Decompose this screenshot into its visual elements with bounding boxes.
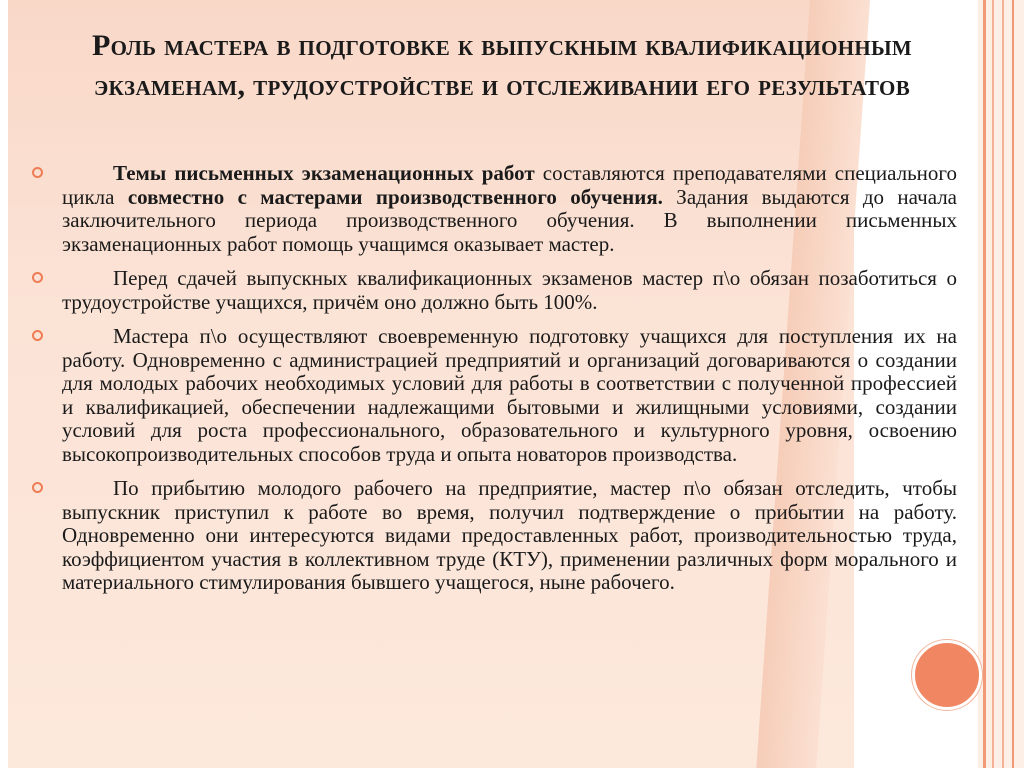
item-text: составляются преподавателями специального цикла (62, 161, 958, 209)
item-text: По прибытию молодого рабочего на предприятие, мастер п\о обязан отследить, чтобы выпускник приступил к работе во время, получил подтверждение о прибытии на работу. Одновременно они интересуются видами предоставленных работ, производительностью труда, коэффициентом участия в коллективном труде (КТУ), применении различных форм морального и материального стимулирования бывшего учащегося, ныне рабочего. (62, 476, 957, 594)
list-item (62, 162, 957, 256)
item-text: Перед сдачей выпускных квалификационных экзаменов мастер п\о обязан позаботиться о трудоустройстве учащихся, причём оно должно быть 100%. (62, 266, 957, 314)
list-item (62, 325, 957, 466)
list-item (62, 477, 957, 595)
stripe (983, 0, 986, 768)
decorative-stripes (978, 0, 1024, 768)
bullet-icon (32, 330, 43, 341)
bullet-icon (32, 272, 43, 283)
item-text: Мастера п\о осуществляют своевременную подготовку учащихся для поступления их на работу. Одновременно с администрацией предприятий и организаций договариваются о создании для молодых рабочих необходимых условий для работы в соответствии с полученной профессией и квалификацией, обеспечении надлежащими бытовыми и жилищными условиями, создании условий для роста профессионального, образовательного и культурного уровня, освоению высокопроизводительных способов труда и опыта новаторов производства. (62, 324, 957, 466)
stripe (1012, 0, 1014, 768)
bullet-icon (32, 167, 43, 178)
slide-title: Роль мастера в подготовке к выпускным квалификационным экзаменам, трудоустройстве и отслеживании его результатов (91, 29, 913, 102)
stripe (992, 0, 994, 768)
bullet-list (62, 162, 957, 606)
bullet-icon (32, 482, 43, 493)
list-item (62, 267, 957, 314)
item-bold-text: совместно с мастерами производственного обучения. (127, 184, 663, 209)
decorative-circle (912, 640, 982, 710)
item-bold-text: Темы письменных экзаменационных работ (113, 161, 535, 185)
stripe (1002, 0, 1004, 768)
item-text: Задания выдаются до начала заключительного периода производственного обучения. В выполнении письменных экзаменационных работ помощь учащимся оказывает мастер. (62, 184, 957, 256)
